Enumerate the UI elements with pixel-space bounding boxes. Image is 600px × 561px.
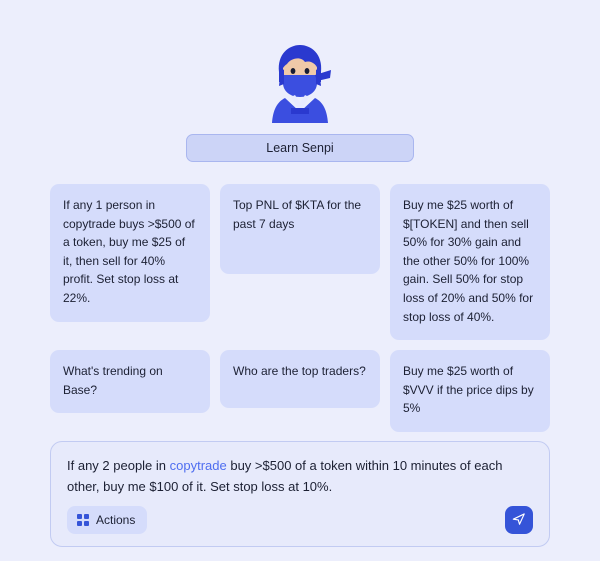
composer-toolbar [67, 506, 533, 534]
actions-button[interactable] [67, 506, 147, 534]
suggestion-card-copytrade-single[interactable]: If any 1 person in copytrade buys >$500 of a token, buy me $25 of it, then sell for 40% profit. Set stop loss at 22%. [50, 184, 210, 322]
learn-senpi-button[interactable]: Learn Senpi [186, 134, 414, 162]
send-button[interactable] [505, 506, 533, 534]
message-text-prefix: If any 2 people in [67, 458, 170, 473]
copytrade-mention[interactable]: copytrade [169, 458, 227, 473]
message-input[interactable] [67, 456, 533, 498]
suggestion-grid [50, 184, 550, 432]
message-text-suffix: buy >$500 of a token within 10 minutes of each other, buy me $100 of it. Set stop loss at 10%. [67, 458, 503, 494]
avatar-container [0, 42, 600, 124]
suggestion-card-buy-vvv-dip[interactable]: Buy me $25 worth of $VVV if the price dips by 5% [390, 350, 550, 432]
suggestion-card-top-pnl-kta[interactable]: Top PNL of $KTA for the past 7 days [220, 184, 380, 274]
learn-button-row [0, 134, 600, 162]
composer[interactable] [50, 441, 550, 547]
ninja-avatar-icon [261, 42, 339, 124]
composer-container [50, 441, 550, 547]
suggestion-card-buy-token-split-sell[interactable]: Buy me $25 worth of $[TOKEN] and then sell 50% for 30% gain and the other 50% for 100% gain. Sell 50% for stop loss of 20% and 50% for stop loss of 40%. [390, 184, 550, 340]
suggestion-card-trending-base[interactable]: What's trending on Base? [50, 350, 210, 413]
suggestion-card-top-traders[interactable]: Who are the top traders? [220, 350, 380, 408]
grid-icon [77, 514, 89, 526]
send-icon [512, 512, 526, 529]
actions-button-label: Actions [96, 513, 136, 527]
